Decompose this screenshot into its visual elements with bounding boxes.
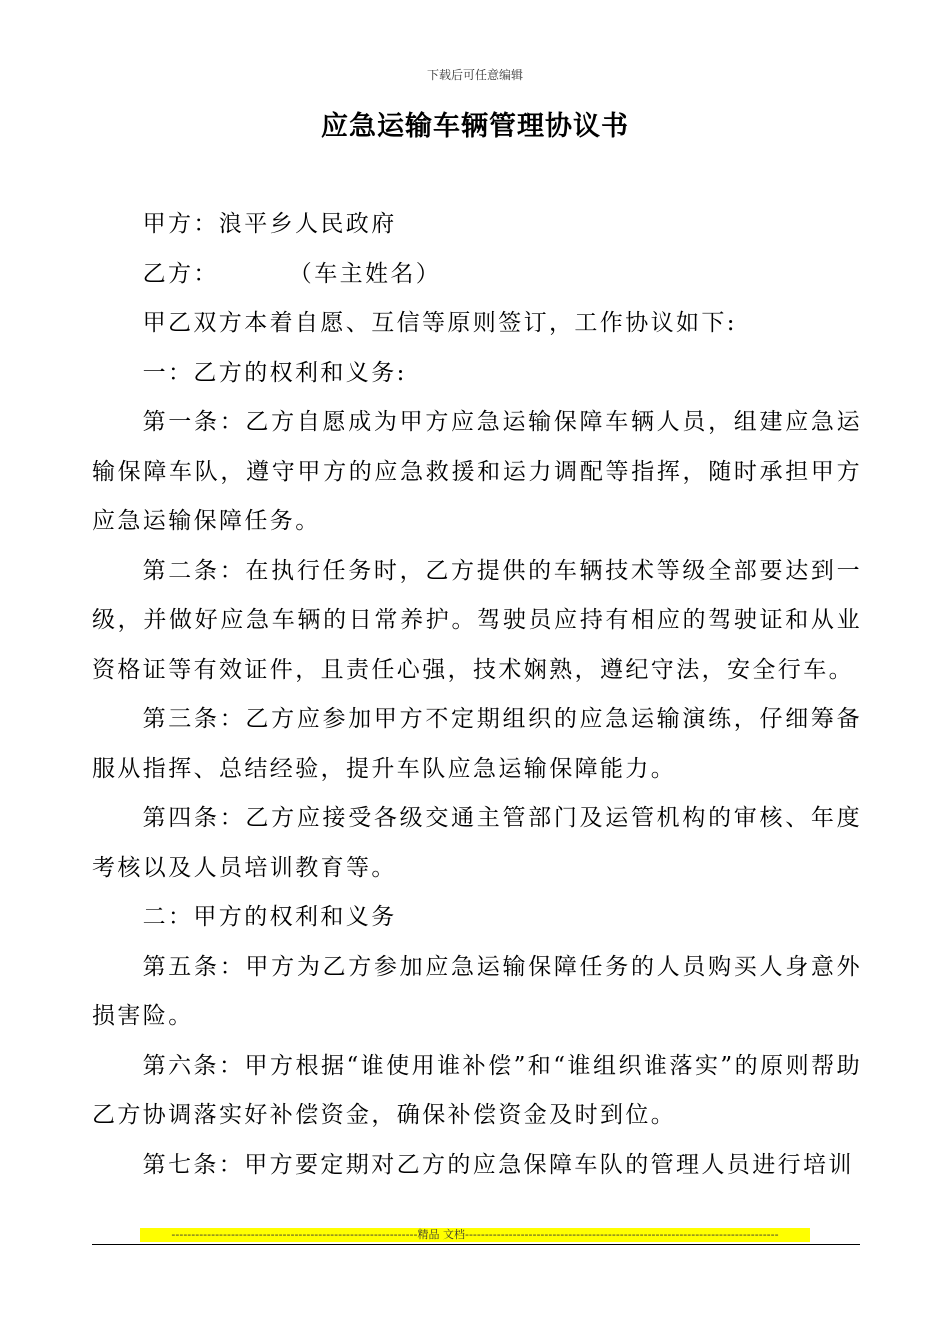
article-1: 第一条：乙方自愿成为甲方应急运输保障车辆人员，组建应急运输保障车队，遵守甲方的应急救援和运力调配等指挥，随时承担甲方应急运输保障任务。 <box>92 409 862 534</box>
footer-divider <box>92 1244 860 1245</box>
article-3: 第三条：乙方应参加甲方不定期组织的应急运输演练，仔细筹备服从指挥、总结经验，提升车队应急运输保障能力。 <box>92 706 862 782</box>
article-6: 第六条：甲方根据“谁使用谁补偿”和“谁组织谁落实”的原则帮助乙方协调落实好补偿资金，确保补偿资金及时到位。 <box>92 1052 862 1128</box>
party-a-line: 甲方：浪平乡人民政府 <box>142 211 397 237</box>
party-b-placeholder: （车主姓名） <box>288 260 442 287</box>
article-5: 第五条：甲方为乙方参加应急运输保障任务的人员购买人身意外损害险。 <box>92 953 862 1029</box>
document-body <box>92 200 862 1190</box>
article-7: 第七条：甲方要定期对乙方的应急保障车队的管理人员进行培训 <box>142 1151 854 1178</box>
paragraph: 甲乙双方本着自愿、互信等原则签订，工作协议如下: <box>142 310 737 336</box>
party-b-label: 乙方： <box>142 260 219 287</box>
party-b-line <box>92 250 862 300</box>
section-heading: 二：甲方的权利和义务 <box>142 904 397 930</box>
article-2: 第二条：在执行任务时，乙方提供的车辆技术等级全部要达到一级，并做好应急车辆的日常养护。驾驶员应持有相应的驾驶证和从业资格证等有效证件，且责任心强，技术娴熟，遵纪守法，安全行车。 <box>92 557 862 683</box>
article-4: 第四条：乙方应接受各级交通主管部门及运管机构的审核、年度考核以及人员培训教育等。 <box>92 805 862 881</box>
document-title: 应急运输车辆管理协议书 <box>321 111 629 142</box>
footer-band: --------------------------------------------------------------精品 文档------------------------------------------------------------------------------- <box>140 1228 810 1242</box>
header-note: 下载后可任意编辑 <box>426 68 523 82</box>
section-heading: 一：乙方的权利和义务: <box>142 359 407 386</box>
